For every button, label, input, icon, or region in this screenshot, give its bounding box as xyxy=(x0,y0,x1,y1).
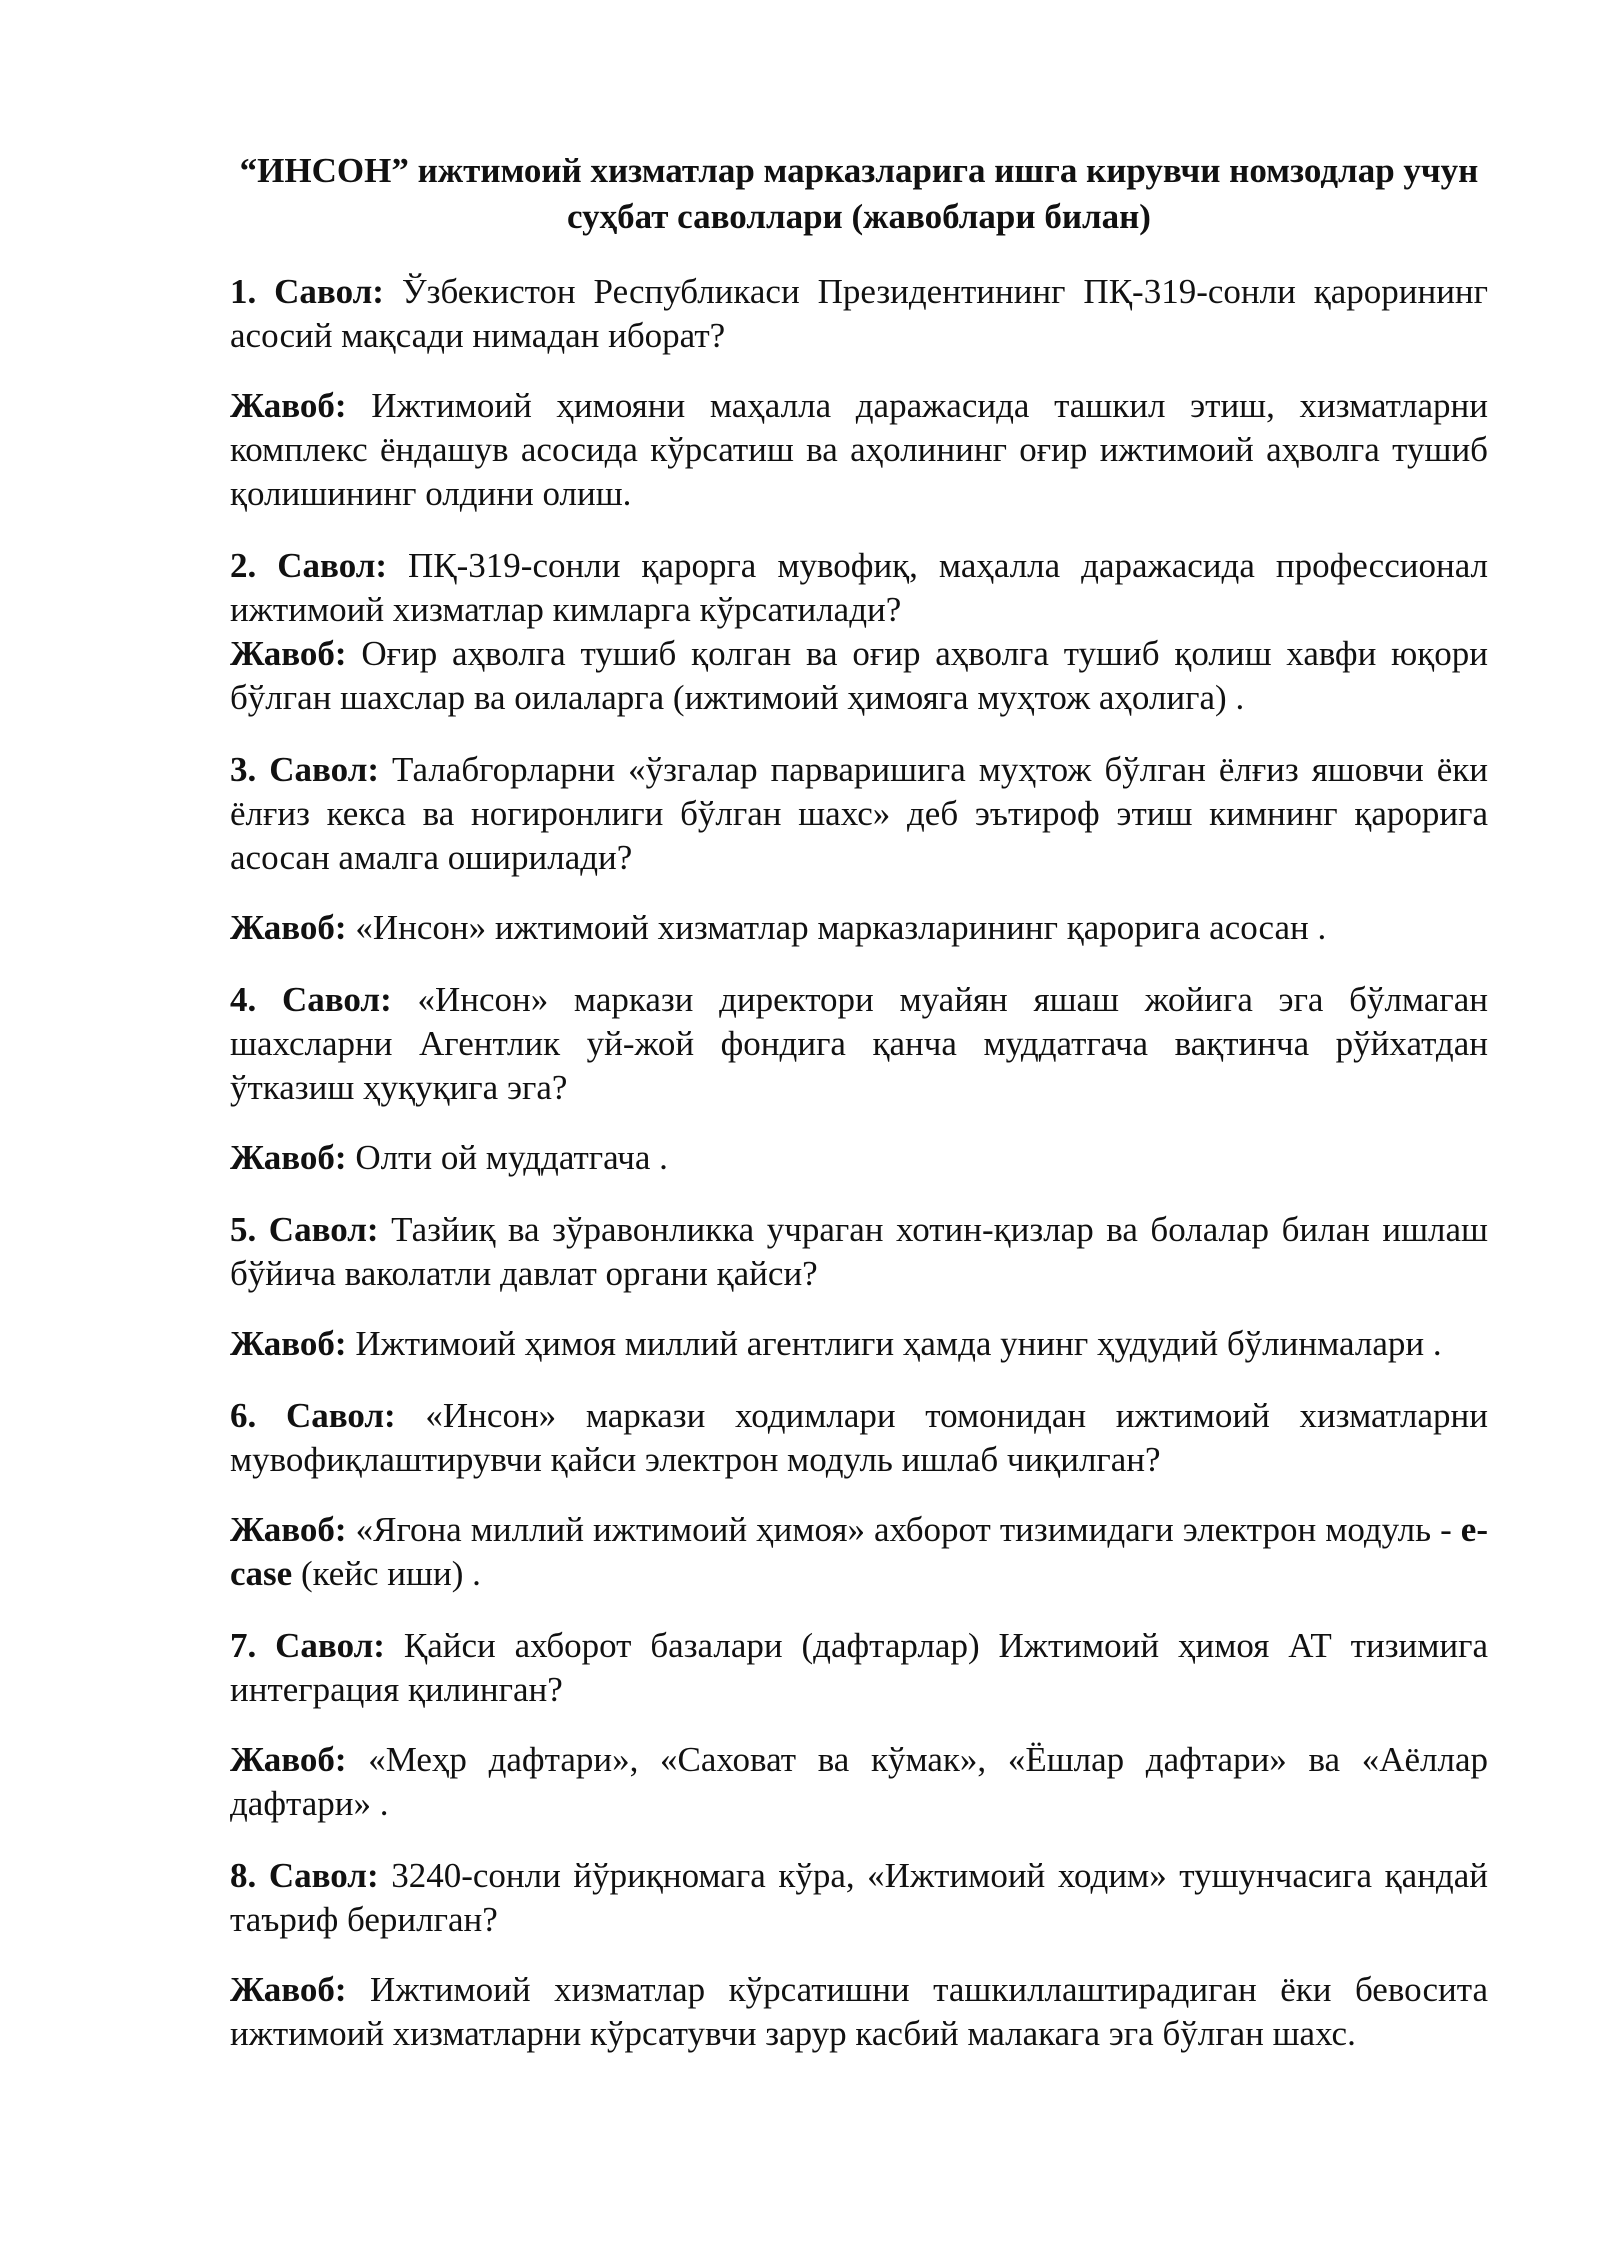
answer-label: Жавоб: xyxy=(230,1138,347,1177)
answer-label: Жавоб: xyxy=(230,634,347,673)
qa-item-2 xyxy=(230,544,1488,720)
answer-text: Ижтимоий ҳимояни маҳалла даражасида ташкил этиш, хизматларни комплекс ёндашув асосида кўрсатиш ва аҳолининг оғир ижтимоий аҳволга тушиб қолишининг олдини олиш. xyxy=(230,386,1488,513)
qa-item-6 xyxy=(230,1394,1488,1596)
qa-item-5 xyxy=(230,1208,1488,1366)
question-text: Тазйиқ ва зўравонликка учраган хотин-қизлар ва болалар билан ишлаш бўйича ваколатли давлат органи қайси? xyxy=(230,1210,1489,1293)
answer-text: «Инсон» ижтимоий хизматлар марказларининг қарорига асосан . xyxy=(355,908,1327,947)
question-number: 4. xyxy=(230,980,257,1019)
question-number: 6. xyxy=(230,1396,257,1435)
question-text: Талабгорларни «ўзгалар парваришига муҳтож бўлган ёлғиз яшовчи ёки ёлғиз кекса ва ногиронлиги бўлган шахс» деб эътироф этиш кимнинг қарорига асосан амалга оширилади? xyxy=(230,750,1489,877)
answer-term-ecase: e-case xyxy=(230,1510,1488,1593)
question-text: Қайси ахборот базалари (дафтарлар) Ижтимоий ҳимоя АТ тизимига интеграция қилинган? xyxy=(230,1626,1489,1709)
question-label: Савол: xyxy=(274,272,384,311)
qa-item-1 xyxy=(230,270,1488,516)
question-number: 1. xyxy=(230,272,257,311)
question-1 xyxy=(230,270,1488,358)
answer-1 xyxy=(230,384,1488,516)
question-2 xyxy=(230,544,1488,632)
answer-label: Жавоб: xyxy=(230,1510,347,1549)
question-text: «Инсон» маркази директори муайян яшаш жойига эга бўлмаган шахсларни Агентлик уй-жой фондига қанча муддатгача вақтинча рўйхатдан ўтказиш ҳуқуқига эга? xyxy=(230,980,1488,1107)
answer-2 xyxy=(230,632,1488,720)
question-7 xyxy=(230,1624,1488,1712)
question-6 xyxy=(230,1394,1488,1482)
answer-4 xyxy=(230,1136,1488,1180)
question-number: 5. xyxy=(230,1210,257,1249)
question-label: Савол: xyxy=(275,1626,385,1665)
answer-8 xyxy=(230,1968,1488,2056)
question-text: «Инсон» маркази ходимлари томонидан ижтимоий хизматларни мувофиқлаштирувчи қайси электрон модуль ишлаб чиқилган? xyxy=(230,1396,1489,1479)
question-text: Ўзбекистон Республикаси Президентининг ПҚ-319-сонли қарорининг асосий мақсади нимадан иборат? xyxy=(230,272,1489,355)
qa-item-4 xyxy=(230,978,1488,1180)
answer-label: Жавоб: xyxy=(230,1970,347,2009)
question-label: Савол: xyxy=(269,750,379,789)
answer-label: Жавоб: xyxy=(230,386,347,425)
question-number: 7. xyxy=(230,1626,257,1665)
question-label: Савол: xyxy=(268,1210,379,1249)
question-label: Савол: xyxy=(285,1396,396,1435)
question-label: Савол: xyxy=(281,980,392,1019)
answer-label: Жавоб: xyxy=(230,908,347,947)
answer-5 xyxy=(230,1322,1488,1366)
answer-text: «Ягона миллий ижтимоий ҳимоя» ахборот тизимидаги электрон модуль - xyxy=(355,1510,1461,1549)
answer-text: «Меҳр дафтари», «Саховат ва кўмак», «Ёшлар дафтари» ва «Аёллар дафтари» . xyxy=(230,1740,1489,1823)
qa-item-8 xyxy=(230,1854,1488,2056)
answer-6 xyxy=(230,1508,1488,1596)
question-label: Савол: xyxy=(268,1856,379,1895)
document-title: “ИНСОН” ижтимоий хизматлар марказларига ишга кирувчи номзодлар учун суҳбат саволлари (жавоблари билан) xyxy=(239,151,1479,236)
answer-label: Жавоб: xyxy=(230,1324,347,1363)
question-text: 3240-сонли йўриқномага кўра, «Ижтимоий ходим» тушунчасига қандай таъриф берилган? xyxy=(230,1856,1489,1939)
answer-text: Ижтимоий хизматлар кўрсатишни ташкиллаштирадиган ёки бевосита ижтимоий хизматларни кўрсатувчи зарур касбий малакага эга бўлган шахс. xyxy=(230,1970,1489,2053)
answer-3 xyxy=(230,906,1488,950)
question-5 xyxy=(230,1208,1488,1296)
answer-label: Жавоб: xyxy=(230,1740,347,1779)
question-text: ПҚ-319-сонли қарорга мувофиқ, маҳалла даражасида профессионал ижтимоий хизматлар кимларга кўрсатилади? xyxy=(230,546,1489,629)
answer-7 xyxy=(230,1738,1488,1826)
question-3 xyxy=(230,748,1488,880)
qa-item-7 xyxy=(230,1624,1488,1826)
answer-text-tail: (кейс иши) . xyxy=(292,1554,481,1593)
question-label: Савол: xyxy=(277,546,388,585)
question-number: 2. xyxy=(230,546,257,585)
answer-text: Оғир аҳволга тушиб қолган ва оғир аҳволга тушиб қолиш хавфи юқори бўлган шахслар ва оилаларга (ижтимоий ҳимояга муҳтож аҳолига) . xyxy=(230,634,1488,717)
question-number: 3. xyxy=(230,750,257,789)
question-number: 8. xyxy=(230,1856,257,1895)
question-4 xyxy=(230,978,1488,1110)
qa-item-3 xyxy=(230,748,1488,950)
question-8 xyxy=(230,1854,1488,1942)
answer-text: Ижтимоий ҳимоя миллий агентлиги ҳамда унинг ҳудудий бўлинмалари . xyxy=(355,1324,1442,1363)
answer-text: Олти ой муддатгача . xyxy=(355,1138,668,1177)
